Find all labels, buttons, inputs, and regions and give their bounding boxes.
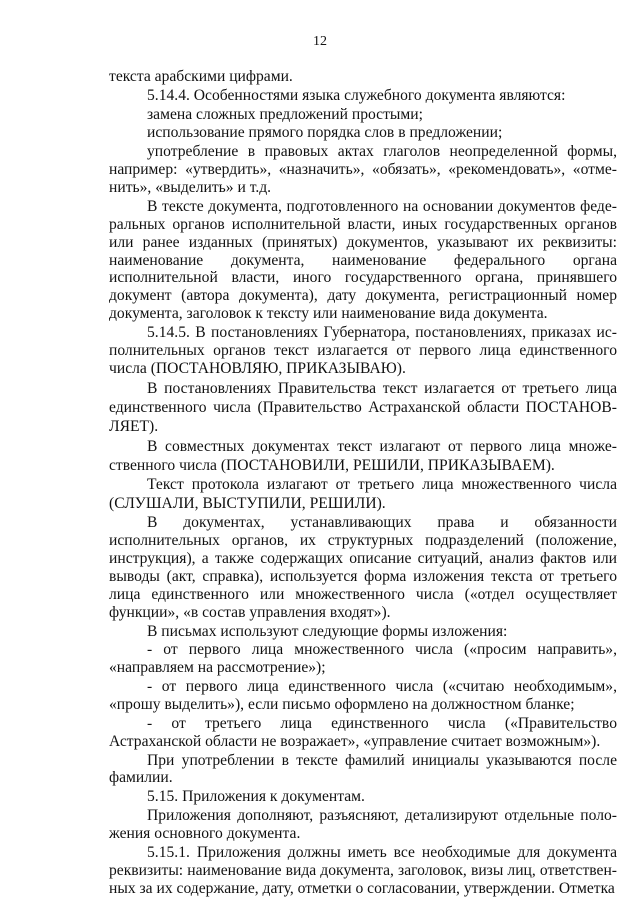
list-item: - от первого лица множественного числа («просим направить», «направляем на рассмотрение»); — [109, 641, 617, 677]
paragraph: В постановлениях Правительства текст излагается от третьего лица единственного числа (Правительство Астраханской области ПОСТАНОВЛЯЕТ). — [109, 379, 617, 435]
paragraph: Текст протокола излагают от третьего лица множественного числа (СЛУШАЛИ, ВЫСТУПИЛИ, РЕШИЛИ). — [109, 476, 617, 513]
list-item: замена сложных предложений простыми; — [147, 105, 423, 123]
list-item: - от третьего лица единственного числа («Правительство Астраханской области не возражает», «управление считает возможным»). — [109, 714, 617, 750]
paragraph: текста арабскими цифрами. — [109, 68, 293, 85]
document-body — [109, 68, 617, 898]
list-item: - от первого лица единственного числа («считаю необходимым», «прошу выделить»), если письмо оформлено на должностном бланке; — [109, 678, 617, 714]
section-heading: 5.14.5. В постановлениях Губернатора, постановлениях, приказах исполнительных органов текст излагается от первого лица единственного числа (ПОСТАНОВЛЯЮ, ПРИКАЗЫВАЮ). — [109, 324, 617, 377]
paragraph: В тексте документа, подготовленного на основании документов федеральных органов исполнительной власти, иных государственных органов или ранее изданных (принятых) документов, указывают их реквизиты: наименование документа, наименование федерального органа исполнительной власти, иного государственного органа, принявшего документ (автора документа), дату документа, регистрационный номер документа, заголовок к тексту или наименование вида документа. — [109, 197, 617, 323]
section-heading: 5.15. Приложения к документам. — [147, 788, 365, 806]
list-item: употребление в правовых актах глаголов неопределенной формы, например: «утвердить», «назначить», «обязать», «рекомендовать», «отменить», «выделить» и т.д. — [109, 143, 617, 196]
section-heading: 5.14.4. Особенностями языка служебного документа являются: — [147, 86, 566, 104]
paragraph: Приложения дополняют, разъясняют, детализируют отдельные положения основного документа. — [109, 807, 617, 842]
paragraph: В письмах используют следующие формы изложения: — [147, 622, 508, 640]
paragraph: В совместных документах текст излагают от первого лица множественного числа (ПОСТАНОВИЛИ, РЕШИЛИ, ПРИКАЗЫВАЕМ). — [109, 437, 617, 474]
paragraph: В документах, устанавливающих права и обязанности исполнительных органов, их структурных подразделений (положение, инструкция), а также содержащих описание ситуаций, анализ фактов или выводы (акт, справка), используется форма изложения текста от третьего лица единственного или множественного числа («отдел осуществляет функции», «в состав управления входят»). — [109, 514, 617, 621]
page-number: 12 — [313, 34, 327, 49]
paragraph: 5.15.1. Приложения должны иметь все необходимые для документа реквизиты: наименование вида документа, заголовок, визы лиц, ответственных за их содержание, дату, отметки о согласовании, утверждении. Отметка — [109, 843, 617, 897]
paragraph: При употреблении в тексте фамилий инициалы указываются после фамилии. — [109, 751, 617, 787]
list-item: использование прямого порядка слов в предложении; — [147, 124, 503, 142]
